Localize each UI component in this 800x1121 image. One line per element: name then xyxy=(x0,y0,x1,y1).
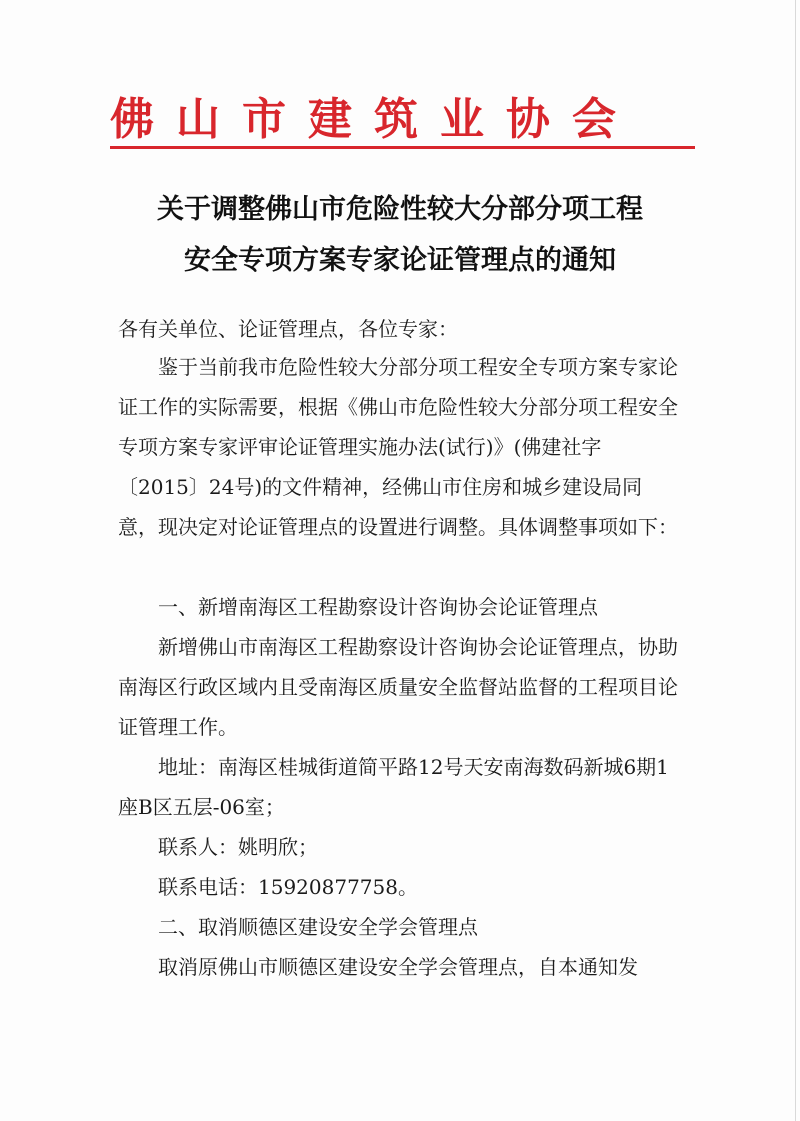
section-heading-1: 一、新增南海区工程勘察设计咨询协会论证管理点 xyxy=(158,595,598,619)
paragraph-new-point: 新增佛山市南海区工程勘察设计咨询协会论证管理点，协助南海区行政区域内且受南海区质量安全监督站监督的工程项目论证管理工作。 xyxy=(118,635,678,739)
document-title-line-1: 关于调整佛山市危险性较大分部分项工程 xyxy=(157,194,643,225)
scan-edge-line xyxy=(795,0,796,1121)
document-title-line-2: 安全专项方案专家论证管理点的通知 xyxy=(184,245,616,276)
salutation: 各有关单位、论证管理点，各位专家： xyxy=(118,317,458,341)
letterhead-red-rule xyxy=(110,146,695,149)
contact-person: 联系人：姚明欣； xyxy=(158,835,318,859)
paragraph-background: 鉴于当前我市危险性较大分部分项工程安全专项方案专家论证工作的实际需要，根据《佛山市危险性较大分部分项工程安全专项方案专家评审论证管理实施办法(试行)》(佛建社字〔2015〕24号)的文件精神，经佛山市住房和城乡建设局同意，现决定对论证管理点的设置进行调整。具体调整事项如下： xyxy=(118,355,678,539)
contact-phone: 联系电话：15920877758。 xyxy=(158,875,418,899)
paragraph-cancel-point: 取消原佛山市顺德区建设安全学会管理点，自本通知发 xyxy=(158,955,638,979)
letterhead-org-name: 佛山市建筑业协会 xyxy=(110,94,638,145)
address-line: 地址：南海区桂城街道简平路12号天安南海数码新城6期1座B区五层-06室； xyxy=(118,755,669,819)
section-heading-2: 二、取消顺德区建设安全学会管理点 xyxy=(158,915,478,939)
